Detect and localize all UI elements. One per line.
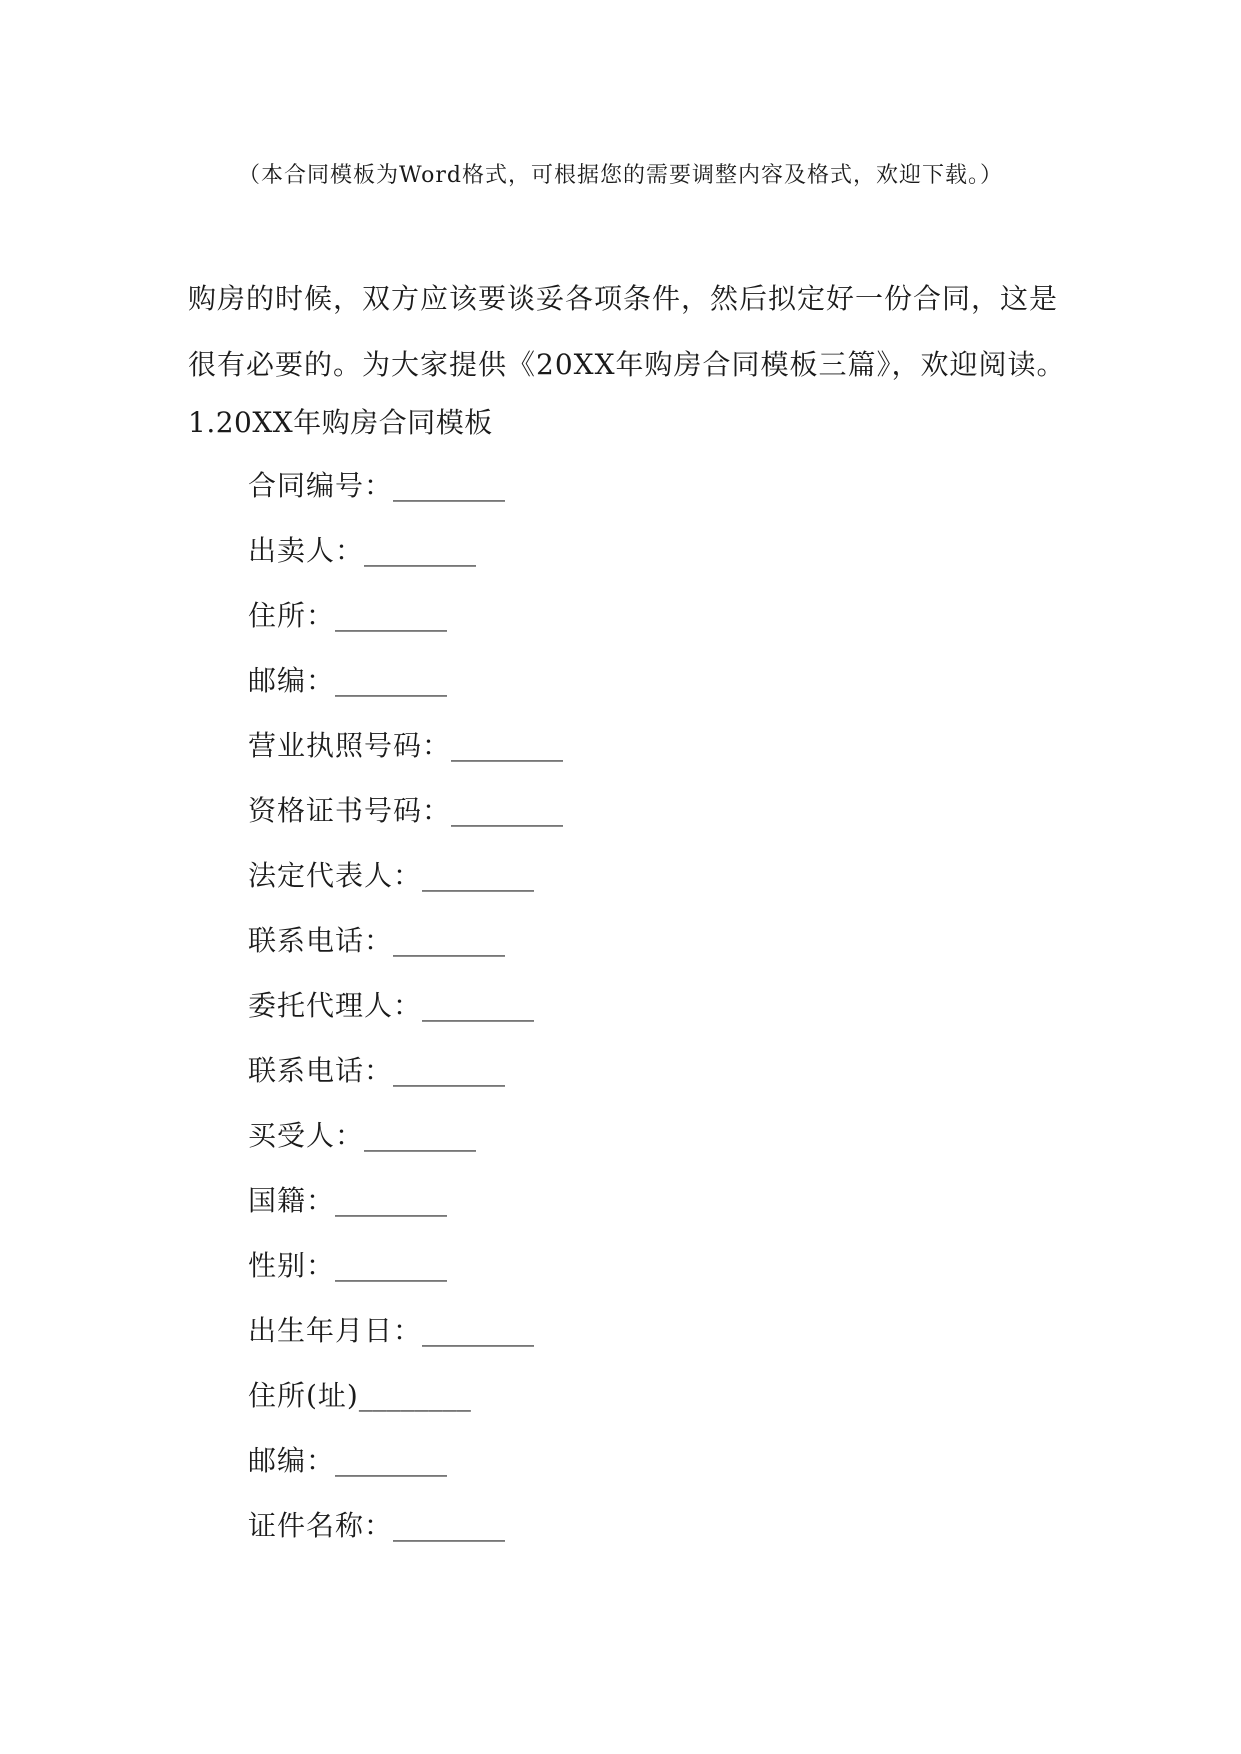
field-buyer: [248, 1112, 563, 1177]
fill-in-blank: ________: [335, 599, 448, 632]
field-contract-number: [248, 462, 563, 527]
fill-in-blank: ________: [451, 794, 564, 827]
field-qualification-cert: [248, 787, 563, 852]
fill-in-blank: ________: [335, 1184, 448, 1217]
field-label: 法定代表人：: [248, 859, 423, 892]
field-seller-address: [248, 592, 563, 657]
field-seller-phone: [248, 917, 563, 982]
field-business-license: [248, 722, 563, 787]
fill-in-blank: ________: [422, 989, 535, 1022]
template-note: （本合同模板为Word格式，可根据您的需要调整内容及格式，欢迎下载。）: [238, 163, 1003, 188]
field-seller: [248, 527, 563, 592]
field-birth-date: [248, 1307, 563, 1372]
field-buyer-address: [248, 1372, 563, 1437]
intro-paragraph: [188, 266, 1088, 398]
section-heading: 1.20XX年购房合同模板: [188, 406, 493, 439]
field-label: 买受人：: [248, 1119, 365, 1152]
field-gender: [248, 1242, 563, 1307]
intro-line: 很有必要的。为大家提供《20XX年购房合同模板三篇》，欢迎阅读。: [188, 348, 1066, 381]
field-label: 住所：: [248, 599, 336, 632]
contract-field-list: [248, 462, 563, 1567]
field-label: 性别：: [248, 1249, 336, 1282]
field-label: 邮编：: [248, 1444, 336, 1477]
field-label: 营业执照号码：: [248, 729, 452, 762]
field-label: 邮编：: [248, 664, 336, 697]
field-label: 资格证书号码：: [248, 794, 452, 827]
fill-in-blank: ________: [422, 859, 535, 892]
fill-in-blank: ________: [364, 1119, 477, 1152]
field-label: 出生年月日：: [248, 1314, 423, 1347]
field-nationality: [248, 1177, 563, 1242]
fill-in-blank: ________: [358, 1379, 471, 1412]
fill-in-blank: ________: [393, 1509, 506, 1542]
fill-in-blank: ________: [393, 924, 506, 957]
fill-in-blank: ________: [393, 1054, 506, 1087]
field-label: 国籍：: [248, 1184, 336, 1217]
intro-line: 购房的时候，双方应该要谈妥各项条件，然后拟定好一份合同，这是: [188, 282, 1059, 315]
field-label: 联系电话：: [248, 924, 394, 957]
field-label: 合同编号：: [248, 469, 394, 502]
fill-in-blank: ________: [393, 469, 506, 502]
field-label: 联系电话：: [248, 1054, 394, 1087]
field-label: 出卖人：: [248, 534, 365, 567]
fill-in-blank: ________: [364, 534, 477, 567]
field-seller-postcode: [248, 657, 563, 722]
field-authorized-agent: [248, 982, 563, 1047]
field-label: 住所(址): [248, 1379, 359, 1412]
fill-in-blank: ________: [335, 664, 448, 697]
field-legal-representative: [248, 852, 563, 917]
fill-in-blank: ________: [451, 729, 564, 762]
field-label: 证件名称：: [248, 1509, 394, 1542]
fill-in-blank: ________: [335, 1444, 448, 1477]
field-agent-phone: [248, 1047, 563, 1112]
field-label: 委托代理人：: [248, 989, 423, 1022]
field-id-document-name: [248, 1502, 563, 1567]
field-buyer-postcode: [248, 1437, 563, 1502]
fill-in-blank: ________: [335, 1249, 448, 1282]
fill-in-blank: ________: [422, 1314, 535, 1347]
